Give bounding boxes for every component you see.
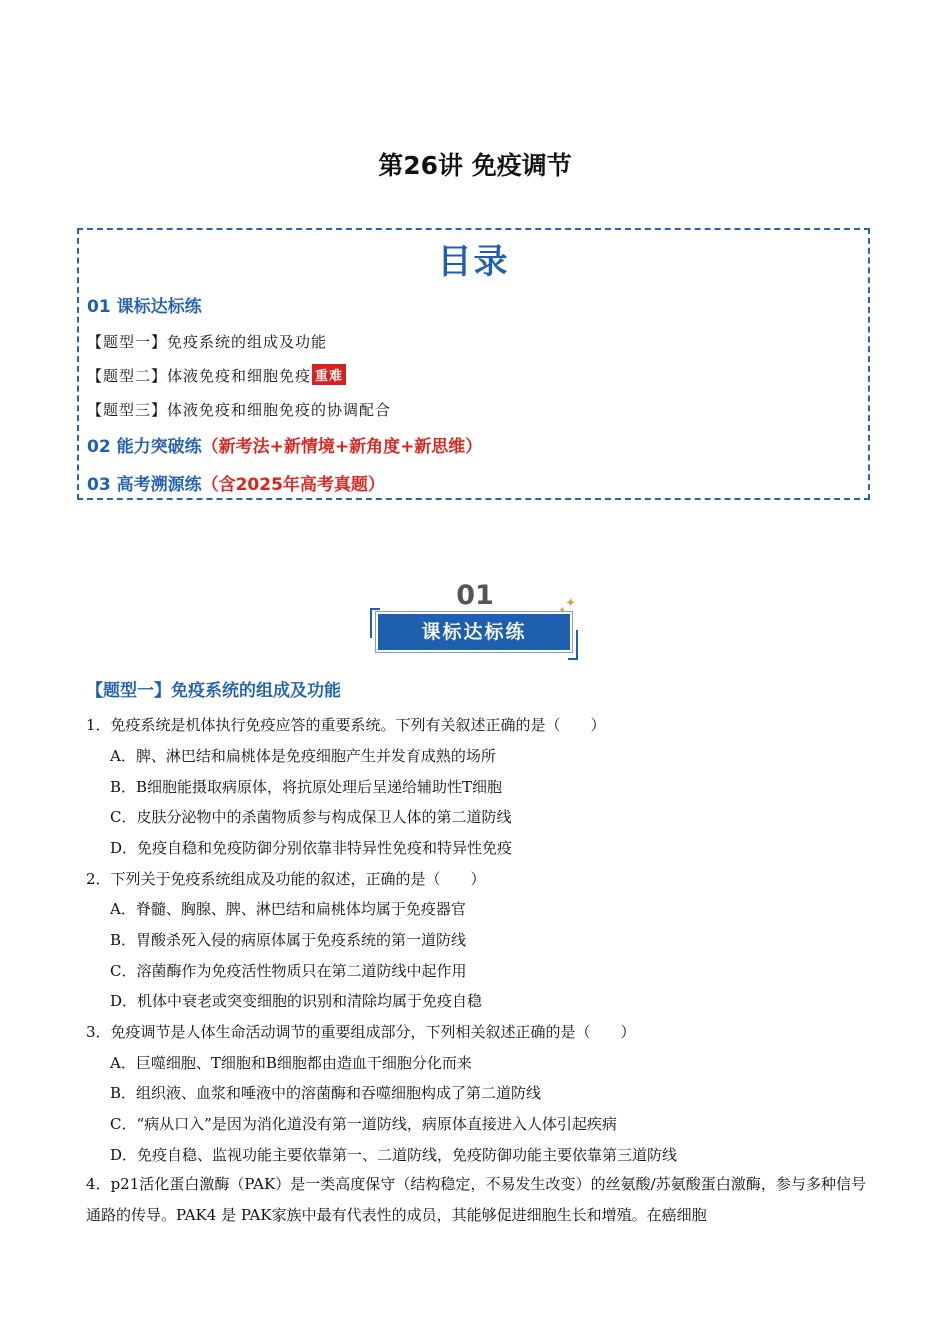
section-heading: 【题型一】免疫系统的组成及功能 (86, 681, 341, 701)
section-banner (368, 580, 582, 660)
question-option: C．溶菌酶作为免疫活性物质只在第二道防线中起作用 (110, 962, 467, 980)
question-option: C．皮肤分泌物中的杀菌物质参与构成保卫人体的第二道防线 (110, 808, 512, 826)
toc-section-2-title: 02 能力突破练 (87, 437, 202, 457)
question-option: D．机体中衰老或突变细胞的识别和清除均属于免疫自稳 (110, 992, 483, 1010)
toc-heading: 目录 (437, 242, 510, 282)
table-of-contents (77, 228, 870, 500)
sparkle-icon: ✦ (565, 596, 576, 611)
question-option: B．胃酸杀死入侵的病原体属于免疫系统的第一道防线 (110, 931, 467, 949)
toc-section-1[interactable]: 01 课标达标练 (87, 297, 202, 317)
toc-section-2-note: （新考法+新情境+新角度+新思维） (201, 437, 483, 457)
banner-label: 课标达标练 (421, 621, 527, 643)
toc-item-2[interactable] (87, 364, 346, 386)
toc-section-3[interactable] (87, 470, 385, 495)
toc-section-3-note: （含2025年高考真题） (201, 475, 385, 495)
sparkle-small-icon: ✦ (558, 606, 566, 616)
difficulty-badge: 重难 (312, 364, 346, 385)
page-title: 第26讲 免疫调节 (378, 151, 572, 180)
question-option: D．免疫自稳、监视功能主要依靠第一、二道防线，免疫防御功能主要依靠第三道防线 (110, 1146, 678, 1164)
question-stem: 3．免疫调节是人体生命活动调节的重要组成部分，下列相关叙述正确的是（ ） (86, 1023, 636, 1041)
question-option: A．脊髓、胸腺、脾、淋巴结和扁桃体均属于免疫器官 (110, 900, 466, 918)
question-option: A．脾、淋巴结和扁桃体是免疫细胞产生并发育成熟的场所 (110, 747, 496, 765)
question-stem: 1．免疫系统是机体执行免疫应答的重要系统。下列有关叙述正确的是（ ） (86, 716, 606, 734)
toc-item-3[interactable] (87, 399, 391, 420)
banner-bracket-right (568, 630, 578, 660)
question-option: D．免疫自稳和免疫防御分别依靠非特异性免疫和特异性免疫 (110, 839, 513, 857)
toc-item-label: 【题型二】体液免疫和细胞免疫 (87, 367, 312, 385)
toc-item-1[interactable] (87, 331, 327, 352)
question-option: B．组织液、血浆和唾液中的溶菌酶和吞噬细胞构成了第二道防线 (110, 1084, 542, 1102)
toc-item-label: 【题型三】体液免疫和细胞免疫的协调配合 (87, 401, 392, 419)
question-option: B．B细胞能摄取病原体，将抗原处理后呈递给辅助性T细胞 (110, 778, 503, 796)
question-option: A．巨噬细胞、T细胞和B细胞都由造血干细胞分化而来 (110, 1054, 472, 1072)
toc-section-2[interactable] (87, 432, 482, 457)
toc-item-label: 【题型一】免疫系统的组成及功能 (87, 333, 328, 351)
question-stem: 2．下列关于免疫系统组成及功能的叙述，正确的是（ ） (86, 870, 486, 888)
question-stem: 4．p21活化蛋白激酶（PAK）是一类高度保守（结构稳定，不易发生改变）的丝氨酸/苏氨酸蛋白激酶，参与多种信号通路的传导。PAK4 是 PAK家族中最有代表性的成员，其能够促进细胞生长和增殖。在癌细胞 (86, 1175, 866, 1224)
banner-number: 01 (456, 580, 494, 611)
question-option: C．“病从口入”是因为消化道没有第一道防线，病原体直接进入人体引起疾病 (110, 1115, 617, 1133)
toc-section-3-title: 03 高考溯源练 (87, 475, 202, 495)
